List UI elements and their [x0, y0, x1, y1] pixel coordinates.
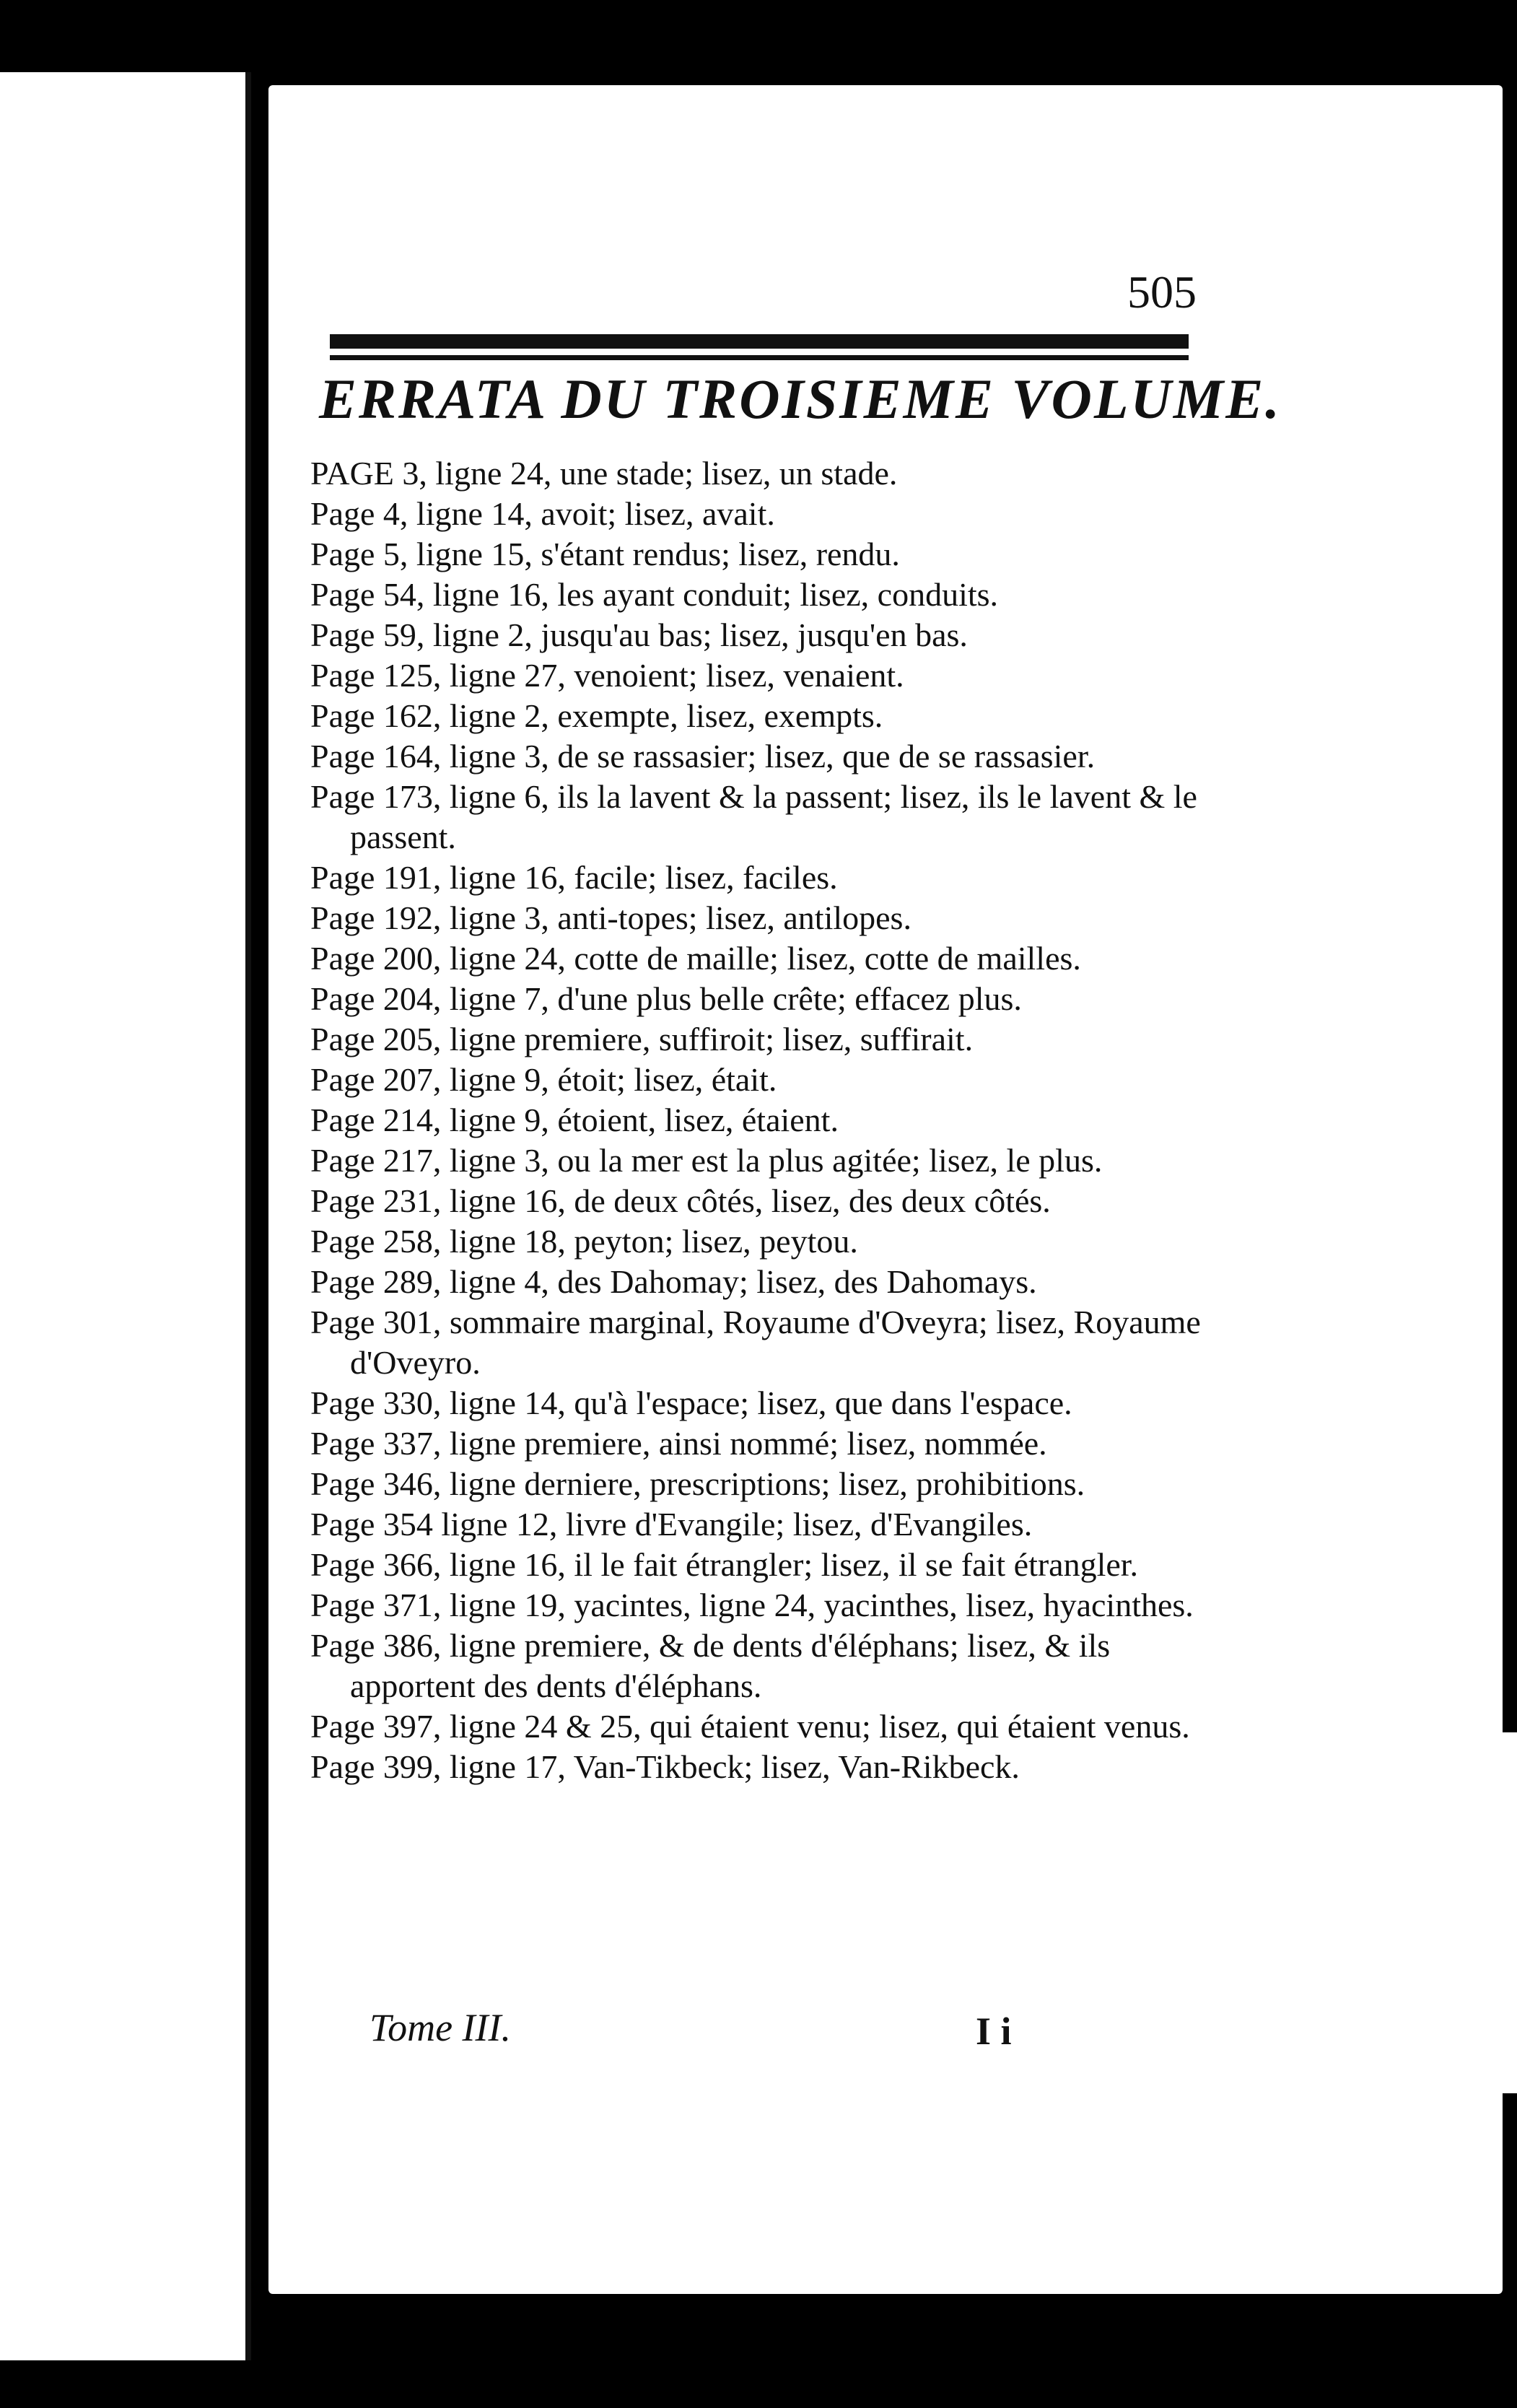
errata-entry: Page 330, ligne 14, qu'à l'espace; lisez, que dans l'espace. [310, 1384, 1072, 1421]
errata-entry: Page 346, ligne derniere, prescriptions; lisez, prohibitions. [310, 1465, 1085, 1502]
errata-entry: Page 289, ligne 4, des Dahomay; lisez, des Dahomays. [310, 1263, 1037, 1300]
errata-entry: Page 337, ligne premiere, ainsi nommé; lisez, nommée. [310, 1425, 1047, 1462]
errata-entry: Page 217, ligne 3, ou la mer est la plus agitée; lisez, le plus. [310, 1142, 1103, 1179]
volume-signature: Tome III. [370, 2006, 511, 2049]
errata-entry: Page 354 ligne 12, livre d'Evangile; lisez, d'Evangiles. [310, 1506, 1033, 1543]
errata-entry: Page 231, ligne 16, de deux côtés, lisez, des deux côtés. [310, 1182, 1051, 1219]
header-rule-thin [330, 355, 1189, 360]
errata-entry: Page 386, ligne premiere, & de dents d'éléphans; lisez, & ils apportent des dents d'éléphans. [310, 1627, 1111, 1704]
errata-entry: PAGE 3, ligne 24, une stade; lisez, un stade. [310, 455, 898, 492]
errata-entry: Page 200, ligne 24, cotte de maille; lisez, cotte de mailles. [310, 940, 1081, 977]
facing-page-edge [0, 72, 251, 2360]
errata-entry: Page 397, ligne 24 & 25, qui étaient venu; lisez, qui étaient venus. [310, 1708, 1190, 1745]
errata-entry: Page 214, ligne 9, étoient, lisez, étaient. [310, 1102, 839, 1138]
errata-entry: Page 54, ligne 16, les ayant conduit; lisez, conduits. [310, 576, 999, 613]
errata-entry: Page 59, ligne 2, jusqu'au bas; lisez, jusqu'en bas. [310, 616, 968, 653]
header-rule-thick [330, 334, 1189, 349]
errata-entry: Page 204, ligne 7, d'une plus belle crête; effacez plus. [310, 980, 1022, 1017]
errata-entry: Page 4, ligne 14, avoit; lisez, avait. [310, 495, 775, 532]
errata-entry: Page 5, ligne 15, s'étant rendus; lisez, rendu. [310, 536, 900, 572]
errata-entry: Page 192, ligne 3, anti-topes; lisez, antilopes. [310, 899, 911, 936]
errata-entry: Page 162, ligne 2, exempte, lisez, exempts. [310, 697, 883, 734]
errata-entry: Page 164, ligne 3, de se rassasier; lisez, que de se rassasier. [310, 738, 1096, 775]
errata-entry: Page 399, ligne 17, Van-Tikbeck; lisez, Van-Rikbeck. [310, 1748, 1020, 1785]
errata-entry: Page 125, ligne 27, venoient; lisez, venaient. [310, 657, 904, 694]
errata-entry: Page 366, ligne 16, il le fait étrangler; lisez, il se fait étrangler. [310, 1546, 1139, 1583]
errata-entry: Page 173, ligne 6, ils la lavent & la passent; lisez, ils le lavent & le passent. [310, 778, 1197, 855]
page-title: ERRATA DU TROISIEME VOLUME. [319, 367, 1282, 430]
page-curl [0, 0, 43, 72]
errata-entry: Page 301, sommaire marginal, Royaume d'Oveyra; lisez, Royaume d'Oveyro. [310, 1304, 1201, 1381]
errata-entry: Page 371, ligne 19, yacintes, ligne 24, yacinthes, lisez, hyacinthes. [310, 1587, 1194, 1623]
errata-list [310, 453, 1205, 1787]
errata-entry: Page 258, ligne 18, peyton; lisez, peytou. [310, 1223, 858, 1260]
page-number: 505 [1127, 266, 1197, 318]
gathering-mark: I i [976, 2010, 1012, 2053]
book-page [268, 85, 1503, 2294]
errata-entry: Page 191, ligne 16, facile; lisez, faciles. [310, 859, 838, 896]
errata-entry: Page 205, ligne premiere, suffiroit; lisez, suffirait. [310, 1021, 974, 1057]
errata-entry: Page 207, ligne 9, étoit; lisez, était. [310, 1061, 777, 1098]
page-edge-right [1503, 1732, 1517, 2093]
